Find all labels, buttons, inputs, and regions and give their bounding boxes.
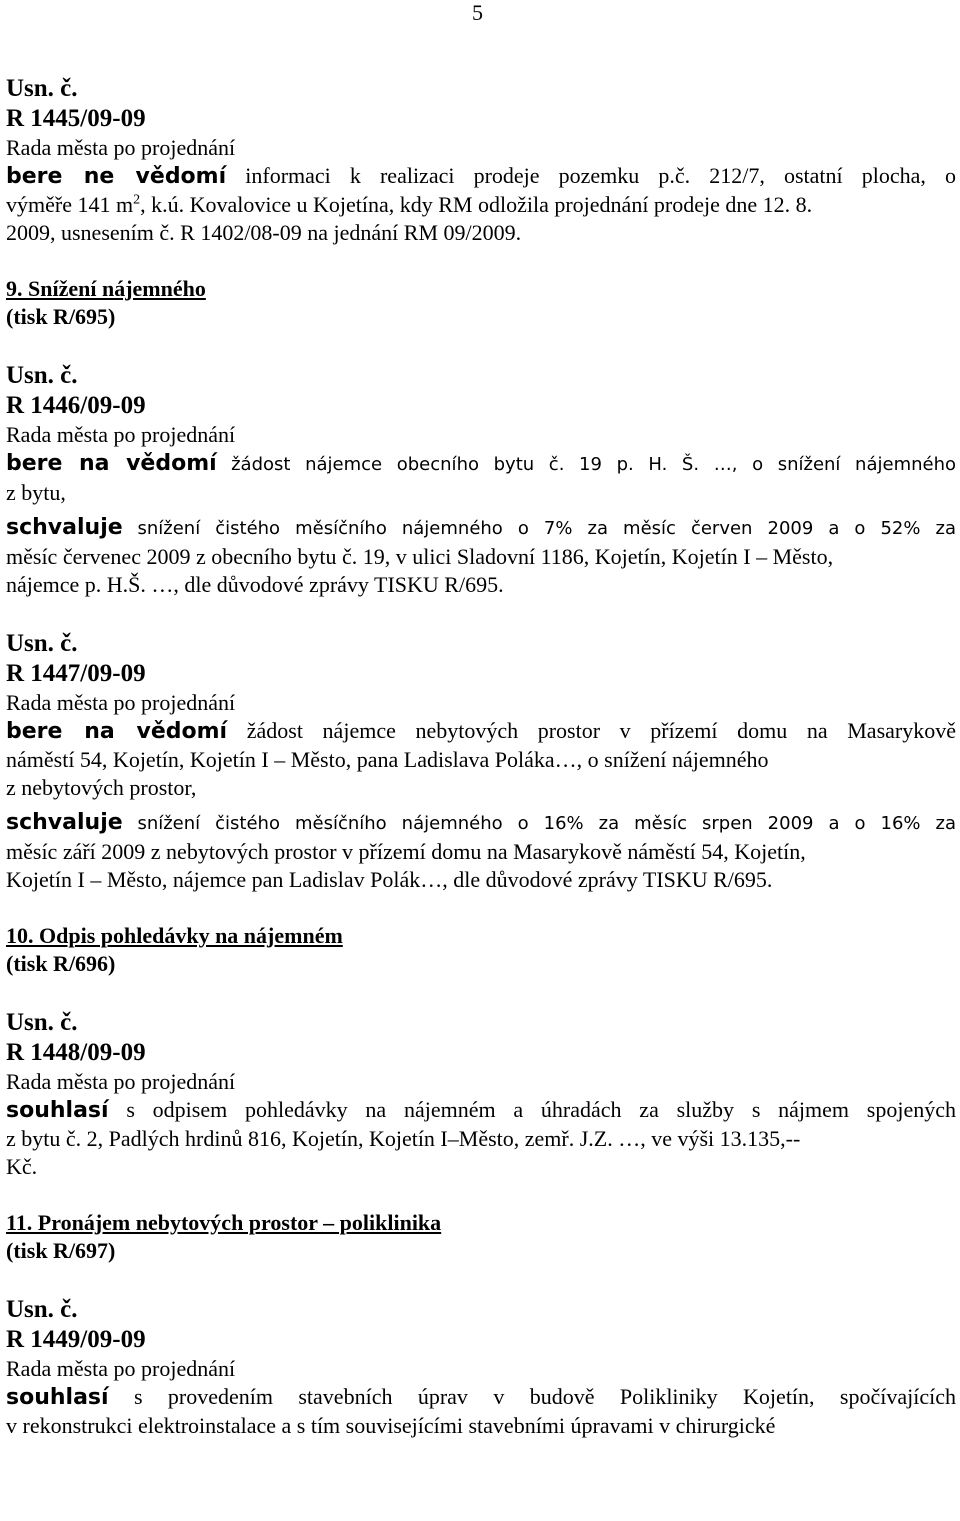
- resolution-label: Usn. č.: [6, 1009, 78, 1036]
- resolution-text: bere na vědomí žádost nájemce nebytových prostor v přízemí domu na Masarykově: [6, 718, 956, 744]
- resolution-text: bere na vědomí žádost nájemce obecního bytu č. 19 p. H. Š. …, o snížení nájemného: [6, 451, 957, 476]
- resolution-verb: souhlasí: [6, 1385, 109, 1410]
- resolution-text: bere ne vědomí informaci k realizaci prodeje pozemku p.č. 212/7, ostatní plocha, o: [6, 163, 956, 189]
- resolution-verb: bere ne vědomí: [6, 164, 227, 189]
- resolution-text: náměstí 54, Kojetín, Kojetín I – Město, pana Ladislava Poláka…, o snížení nájemného: [6, 747, 769, 772]
- page-number: 5: [472, 0, 483, 25]
- resolution-text: Kojetín I – Město, nájemce pan Ladislav Polák…, dle důvodové zprávy TISKU R/695.: [6, 867, 773, 892]
- resolution-verb: bere na vědomí: [6, 451, 217, 476]
- resolution-text: souhlasí s odpisem pohledávky na nájemném a úhradách za služby s nájmem spojených: [6, 1097, 956, 1123]
- resolution-body: Rada města po projednání: [6, 690, 236, 715]
- resolution-number: R 1446/09-09: [6, 392, 146, 419]
- resolution-text: z nebytových prostor,: [6, 775, 197, 800]
- resolution-text: v rekonstrukci elektroinstalace a s tím souvisejícími stavebními úpravami v chirurgické: [6, 1413, 776, 1438]
- resolution-verb: souhlasí: [6, 1098, 109, 1123]
- resolution-text: schvaluje snížení čistého měsíčního nájemného o 16% za měsíc srpen 2009 a o 16% za: [6, 810, 956, 835]
- resolution-verb: schvaluje: [6, 810, 123, 835]
- resolution-label: Usn. č.: [6, 1296, 78, 1323]
- section-heading: 10. Odpis pohledávky na nájemném: [6, 923, 343, 948]
- resolution-text: 2009, usnesením č. R 1402/08-09 na jednání RM 09/2009.: [6, 220, 522, 245]
- resolution-label: Usn. č.: [6, 362, 78, 389]
- resolution-text: nájemce p. H.Š. …, dle důvodové zprávy TISKU R/695.: [6, 572, 504, 597]
- resolution-number: R 1447/09-09: [6, 660, 146, 687]
- resolution-verb: schvaluje: [6, 515, 123, 540]
- resolution-body: Rada města po projednání: [6, 422, 236, 447]
- resolution-text: měsíc září 2009 z nebytových prostor v přízemí domu na Masarykově náměstí 54, Kojetín,: [6, 839, 806, 864]
- resolution-body: Rada města po projednání: [6, 135, 236, 160]
- resolution-text: schvaluje snížení čistého měsíčního nájemného o 7% za měsíc červen 2009 a o 52% za: [6, 515, 957, 540]
- section-heading: 9. Snížení nájemného: [6, 276, 206, 301]
- resolution-number: R 1449/09-09: [6, 1326, 146, 1353]
- resolution-label: Usn. č.: [6, 75, 78, 102]
- document-content: [6, 74, 956, 1440]
- resolution-body: Rada města po projednání: [6, 1356, 236, 1381]
- resolution-text: výměře 141 $m^2$, k.ú. Kovalovice u Kojetína, kdy RM odložila projednání prodeje dne 12. 8.: [6, 192, 813, 217]
- resolution-text: souhlasí s provedením stavebních úprav v budově Polikliniky Kojetín, spočívajících: [6, 1384, 956, 1410]
- resolution-body: Rada města po projednání: [6, 1069, 236, 1094]
- resolution-text: měsíc červenec 2009 z obecního bytu č. 19, v ulici Sladovní 1186, Kojetín, Kojetín I – Město,: [6, 544, 834, 569]
- section-heading: 11. Pronájem nebytových prostor – poliklinika: [6, 1210, 442, 1235]
- resolution-text: Kč.: [6, 1154, 38, 1179]
- resolution-label: Usn. č.: [6, 630, 78, 657]
- resolution-number: R 1445/09-09: [6, 105, 146, 132]
- section-print-ref: (tisk R/696): [6, 951, 116, 976]
- section-print-ref: (tisk R/697): [6, 1238, 116, 1263]
- resolution-text: z bytu č. 2, Padlých hrdinů 816, Kojetín, Kojetín I–Město, zemř. J.Z. …, ve výši 13.135,--: [6, 1126, 801, 1151]
- resolution-number: R 1448/09-09: [6, 1039, 146, 1066]
- resolution-verb: bere na vědomí: [6, 719, 228, 744]
- section-print-ref: (tisk R/695): [6, 304, 116, 329]
- resolution-text: z bytu,: [6, 480, 66, 505]
